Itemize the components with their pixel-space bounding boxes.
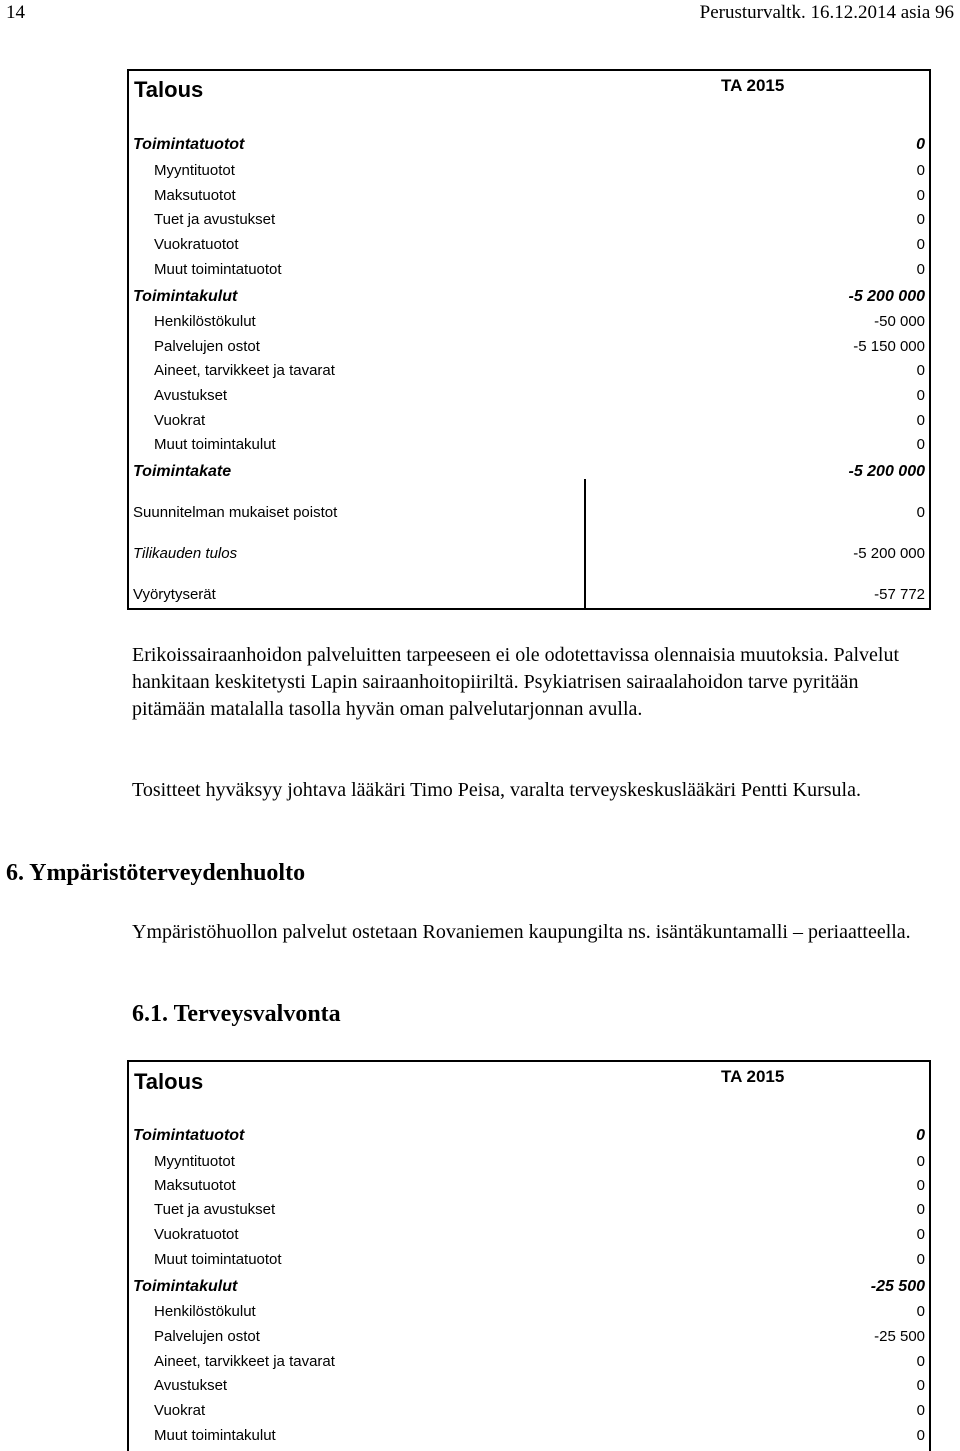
row-value: -5 150 000 (853, 338, 925, 355)
table-row (129, 542, 929, 566)
row-value: 0 (916, 412, 925, 429)
row-value: -5 200 000 (848, 463, 925, 480)
table-row (129, 1150, 929, 1174)
table-row (129, 1223, 929, 1247)
table-row (129, 310, 929, 334)
row-value: 0 (916, 1377, 925, 1394)
row-label: Toimintakulut (133, 288, 238, 305)
row-label: Toimintakate (133, 463, 232, 480)
row-value: -5 200 000 (848, 288, 925, 305)
row-label: Vuokratuotot (154, 1226, 239, 1243)
row-value: 0 (916, 162, 925, 179)
row-label: Maksutuotot (154, 1177, 236, 1194)
table-row (129, 133, 929, 157)
row-value: 0 (916, 1201, 925, 1218)
table-row (129, 1374, 929, 1398)
row-label: Aineet, tarvikkeet ja tavarat (154, 1353, 335, 1370)
row-value: 0 (916, 1127, 925, 1144)
column-header-ta2015: TA 2015 (721, 1067, 785, 1086)
table-row (129, 1424, 929, 1448)
row-value: 0 (916, 136, 925, 153)
table-row (129, 1248, 929, 1272)
row-value: 0 (916, 1353, 925, 1370)
row-label: Henkilöstökulut (154, 313, 256, 330)
paragraph-specialist-care: Erikoissairaanhoidon palveluitten tarpeeseen ei ole odotettavissa olennaisia muutoksia. Palvelut hankitaan keskitetysti Lapin sairaanhoitopiiriltä. Psykiatrisen sairaalahoidon tarve pyritään pitämään matalalla tasolla hyvän oman palvelutarjonnan avulla. (132, 644, 900, 720)
table-row (129, 583, 929, 607)
table-row (129, 1300, 929, 1324)
table-row (129, 501, 929, 525)
row-label: Toimintatuotot (133, 1127, 245, 1144)
table-row (129, 1198, 929, 1222)
row-label: Maksutuotot (154, 187, 236, 204)
row-value: 0 (916, 1226, 925, 1243)
row-label: Tuet ja avustukset (154, 211, 276, 228)
row-value: 0 (916, 1427, 925, 1444)
row-label: Tuet ja avustukset (154, 1201, 276, 1218)
row-value: 0 (916, 436, 925, 453)
row-value: 0 (916, 187, 925, 204)
row-label: Avustukset (154, 387, 228, 404)
table-row (129, 1325, 929, 1349)
row-label: Myyntituotot (154, 1153, 235, 1170)
row-label: Vuokrat (154, 1402, 206, 1419)
row-value: -57 772 (874, 586, 925, 603)
row-value: -25 500 (874, 1328, 925, 1345)
row-label: Muut toimintakulut (154, 436, 276, 453)
row-label: Vuokratuotot (154, 236, 239, 253)
table-title: Talous (134, 77, 204, 102)
table-row (129, 384, 929, 408)
section-heading-6-1: 6.1. Terveysvalvonta (132, 1001, 341, 1027)
table-row (129, 1124, 929, 1148)
row-label: Muut toimintatuotot (154, 261, 282, 278)
row-label: Tilikauden tulos (133, 545, 238, 562)
row-value: 0 (916, 1153, 925, 1170)
row-label: Suunnitelman mukaiset poistot (133, 504, 338, 521)
table-row (129, 335, 929, 359)
table-row (129, 184, 929, 208)
row-label: Palvelujen ostot (154, 1328, 260, 1345)
table-row (129, 1174, 929, 1198)
table-row (129, 409, 929, 433)
row-value: 0 (916, 1402, 925, 1419)
table-row (129, 208, 929, 232)
meeting-reference: Perusturvaltk. 16.12.2014 asia 96 (699, 2, 954, 23)
row-value: 0 (916, 236, 925, 253)
row-value: 0 (916, 1251, 925, 1268)
page-number: 14 (6, 2, 25, 23)
row-label: Toimintatuotot (133, 136, 245, 153)
row-value: -25 500 (870, 1278, 925, 1295)
row-value: 0 (916, 504, 925, 521)
row-label: Vyörytyserät (133, 586, 216, 603)
paragraph-receipt-approval: Tositteet hyväksyy johtava lääkäri Timo Peisa, varalta terveyskeskuslääkäri Pentti Kursula. (132, 779, 861, 801)
row-label: Muut toimintatuotot (154, 1251, 282, 1268)
row-value: -50 000 (874, 313, 925, 330)
row-label: Henkilöstökulut (154, 1303, 256, 1320)
column-header-ta2015: TA 2015 (721, 76, 785, 95)
row-value: 0 (916, 261, 925, 278)
row-value: 0 (916, 1177, 925, 1194)
table-row (129, 258, 929, 282)
budget-table-1 (127, 69, 931, 610)
table-row (129, 1399, 929, 1423)
table-title: Talous (134, 1069, 204, 1094)
table-row (129, 433, 929, 457)
row-label: Muut toimintakulut (154, 1427, 276, 1444)
row-label: Avustukset (154, 1377, 228, 1394)
section-heading-6: 6. Ympäristöterveydenhuolto (6, 860, 306, 886)
row-value: 0 (916, 362, 925, 379)
table-row (129, 285, 929, 309)
table-row (129, 460, 929, 484)
table-row (129, 1350, 929, 1374)
row-label: Aineet, tarvikkeet ja tavarat (154, 362, 335, 379)
row-value: -5 200 000 (853, 545, 925, 562)
paragraph-environmental-services: Ympäristöhuollon palvelut ostetaan Rovaniemen kaupungilta ns. isäntäkuntamalli – periaatteella. (132, 921, 911, 943)
row-label: Toimintakulut (133, 1278, 238, 1295)
budget-table-2 (127, 1060, 931, 1451)
row-value: 0 (916, 211, 925, 228)
row-value: 0 (916, 387, 925, 404)
table-row (129, 233, 929, 257)
row-label: Palvelujen ostot (154, 338, 260, 355)
table-row (129, 159, 929, 183)
row-label: Vuokrat (154, 412, 206, 429)
table-row (129, 359, 929, 383)
row-label: Myyntituotot (154, 162, 235, 179)
table-row (129, 1275, 929, 1299)
row-value: 0 (916, 1303, 925, 1320)
